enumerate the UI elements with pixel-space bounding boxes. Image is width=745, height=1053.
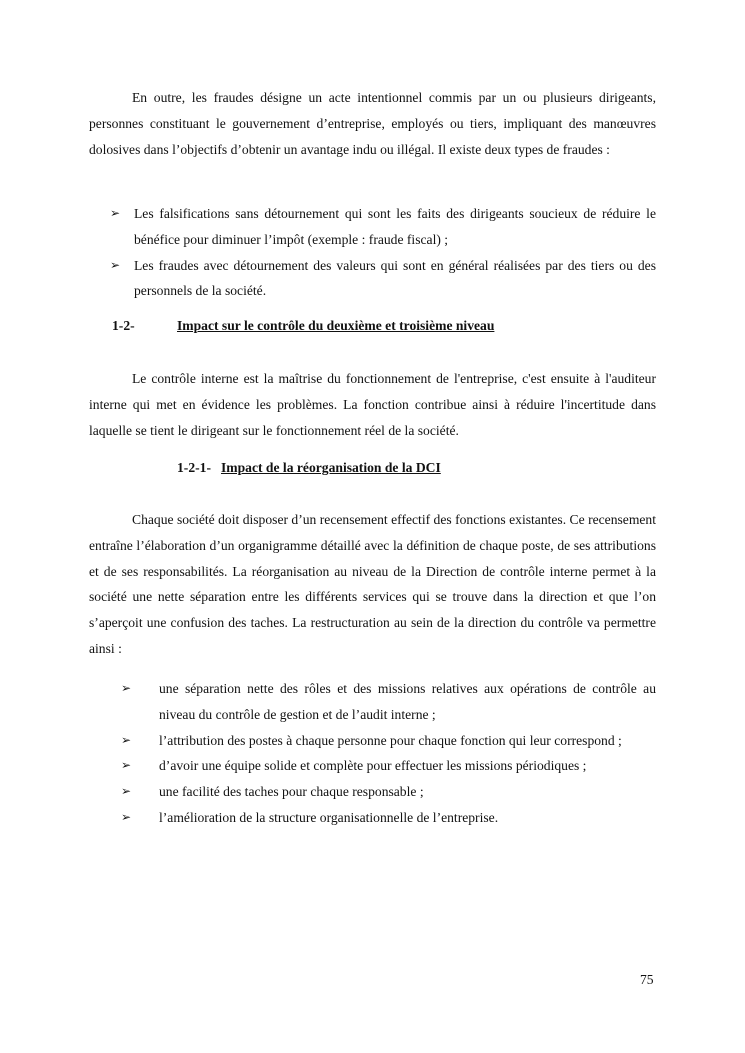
list-item-text: l’amélioration de la structure organisationnelle de l’entreprise. xyxy=(159,809,499,825)
list-item-text: d’avoir une équipe solide et complète pour effectuer les missions périodiques ; xyxy=(159,758,587,774)
paragraph-text: En outre, les fraudes désigne un acte intentionnel commis par un ou plusieurs dirigeants, personnes constituant le gouvernement d’entreprise, employés ou tiers, impliquant des manœuvres dolosives dans l’objectifs d’obtenir un avantage indu ou illégal. Il existe deux types de fraudes : xyxy=(89,90,656,157)
paragraph-text: Chaque société doit disposer d’un recensement effectif des fonctions existantes. Ce recensement entraîne l’élaboration d’un organigramme détaillé avec la définition de chaque poste, de ses attributions et de ses responsabilités. La réorganisation au niveau de la Direction de contrôle interne permet à la société une nette séparation entre les différents services qui se trouve dans la direction et que l’on s’aperçoit une confusion des taches. La restructuration au sein de la direction du contrôle va permettre ainsi : xyxy=(89,512,656,656)
paragraph-text: Le contrôle interne est la maîtrise du fonctionnement de l'entreprise, c'est ensuite à l'auditeur interne qui met en évidence les problèmes. La fonction contribue ainsi à réduire l'incertitude dans laquelle se tient le dirigeant sur le fonctionnement réel de la société. xyxy=(89,371,656,438)
section-heading-1-2-1 xyxy=(177,460,441,476)
list-item xyxy=(121,676,656,728)
paragraph-fraud-definition xyxy=(89,85,656,162)
arrow-bullet-icon: ➢ xyxy=(121,681,132,695)
restructuring-benefits-list xyxy=(121,676,656,831)
arrow-bullet-icon: ➢ xyxy=(121,809,132,824)
list-item-text: une séparation nette des rôles et des missions relatives aux opérations de contrôle au niveau du contrôle de gestion et de l’audit interne ; xyxy=(159,681,656,722)
list-item-text: une facilité des taches pour chaque responsable ; xyxy=(159,784,424,800)
page-number: 75 xyxy=(640,972,654,987)
list-item xyxy=(121,779,656,805)
fraud-types-list xyxy=(110,201,656,304)
list-item-text: Les falsifications sans détournement qui sont les faits des dirigeants soucieux de réduire le bénéfice pour diminuer l’impôt (exemple : fraude fiscal) ; xyxy=(134,206,656,247)
arrow-bullet-icon: ➢ xyxy=(121,732,132,747)
heading-number: 1-2- xyxy=(112,318,135,333)
arrow-bullet-icon: ➢ xyxy=(110,257,121,272)
arrow-bullet-icon: ➢ xyxy=(110,206,121,220)
list-item xyxy=(110,253,656,305)
heading-number: 1-2-1- xyxy=(177,460,211,475)
arrow-bullet-icon: ➢ xyxy=(121,784,132,799)
paragraph-reorganisation xyxy=(89,507,656,662)
section-heading-1-2 xyxy=(112,318,494,334)
heading-title: Impact sur le contrôle du deuxième et troisième niveau xyxy=(177,318,495,333)
paragraph-internal-control xyxy=(89,366,656,443)
list-item xyxy=(121,753,656,779)
arrow-bullet-icon: ➢ xyxy=(121,758,132,773)
list-item xyxy=(110,201,656,253)
list-item xyxy=(121,728,656,754)
list-item-text: Les fraudes avec détournement des valeurs qui sont en général réalisées par des tiers ou des personnels de la société. xyxy=(134,257,656,299)
list-item xyxy=(121,805,656,831)
heading-title: Impact de la réorganisation de la DCI xyxy=(221,460,441,475)
list-item-text: l’attribution des postes à chaque personne pour chaque fonction qui leur correspond ; xyxy=(159,732,622,748)
